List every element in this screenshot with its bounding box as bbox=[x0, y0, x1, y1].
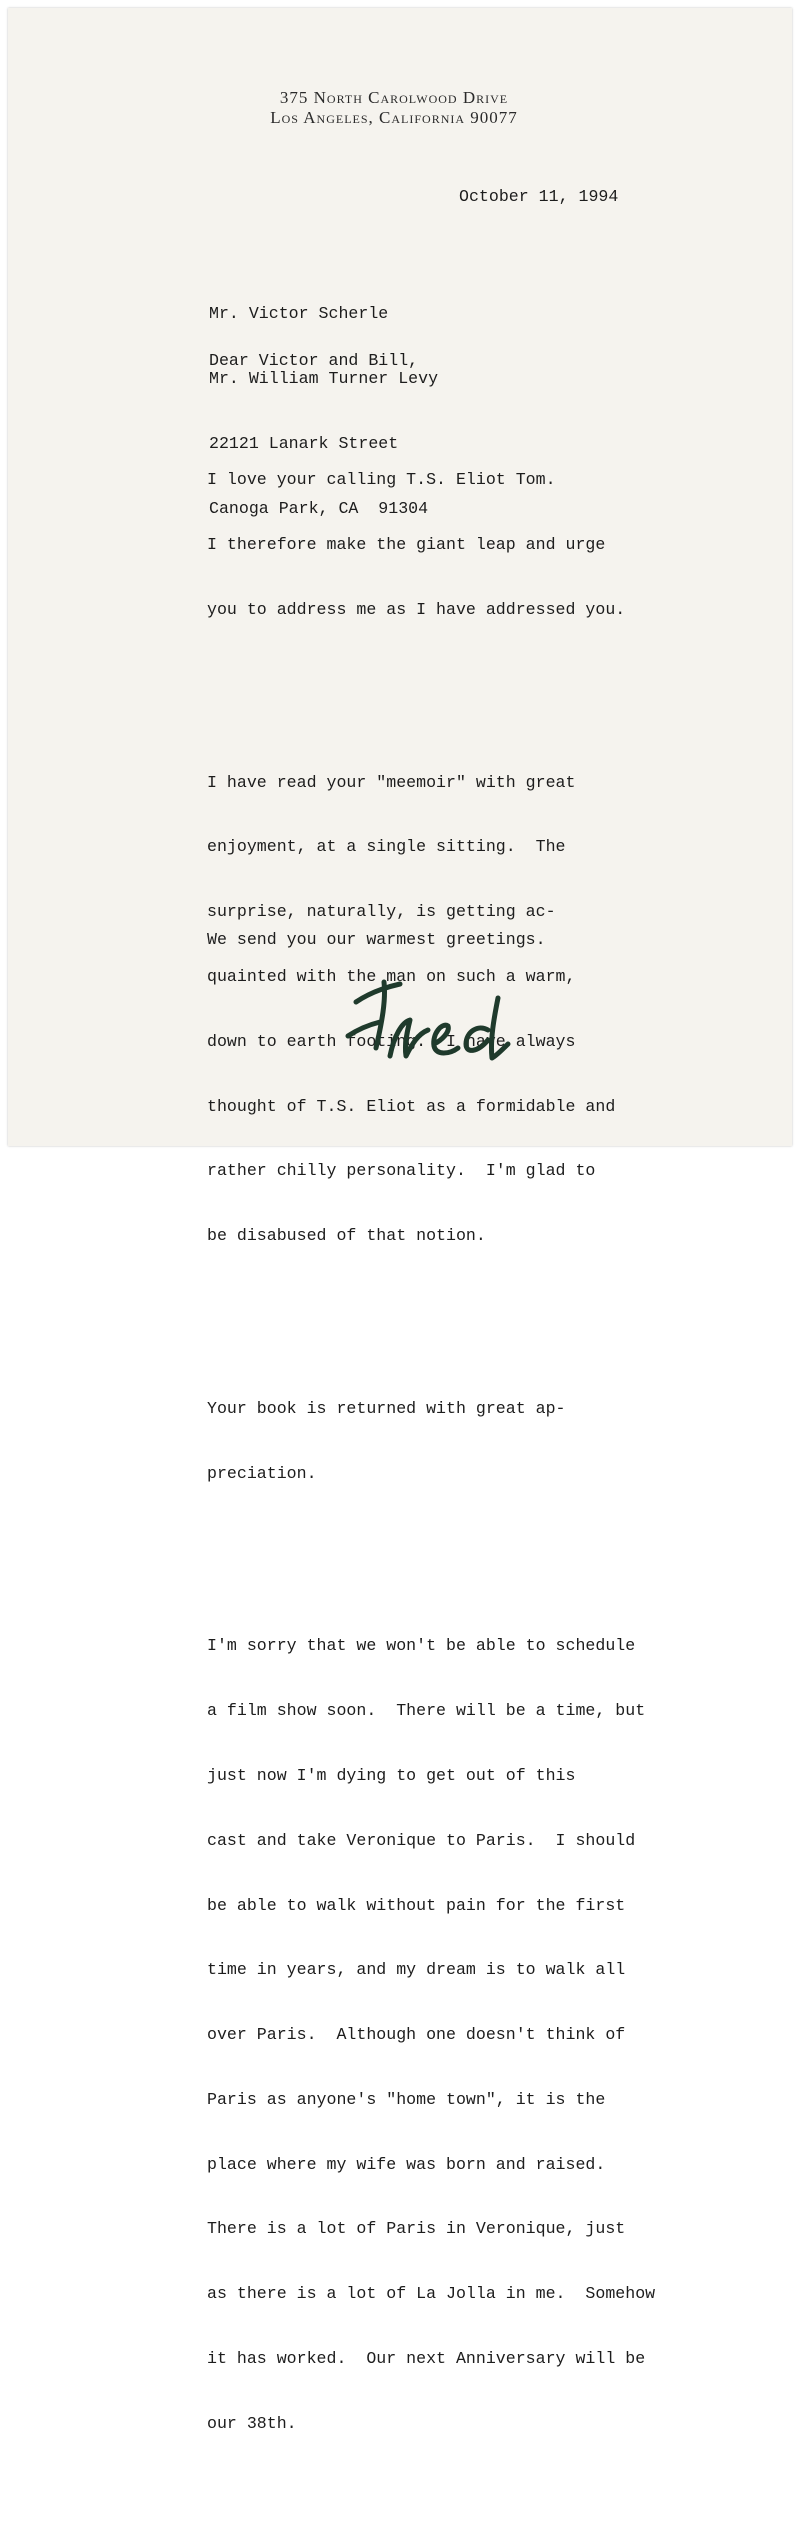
text-line: place where my wife was born and raised. bbox=[207, 2154, 606, 2174]
text-line: quainted with the man on such a warm, bbox=[207, 967, 576, 987]
closing-line: We send you our warmest greetings. bbox=[207, 930, 546, 949]
address-line: 22121 Lanark Street bbox=[209, 433, 399, 453]
text-line: down to earth footing. I have always bbox=[207, 1031, 576, 1051]
signature-stroke bbox=[390, 1020, 428, 1056]
text-line: cast and take Veronique to Paris. I should bbox=[207, 1830, 636, 1850]
address-line: Mr. William Turner Levy bbox=[209, 368, 439, 388]
text-line: you to address me as I have addressed you. bbox=[207, 599, 626, 619]
letter-date: October 11, 1994 bbox=[459, 187, 619, 206]
address-line: Canoga Park, CA 91304 bbox=[209, 498, 429, 518]
text-line: surprise, naturally, is getting ac- bbox=[207, 902, 556, 922]
letterhead bbox=[0, 88, 800, 128]
signature-stroke bbox=[466, 998, 508, 1058]
letterhead-street: 375 North Carolwood Drive bbox=[279, 88, 509, 107]
letterhead-city: Los Angeles, California 90077 bbox=[270, 108, 518, 127]
text-line: enjoyment, at a single sitting. The bbox=[207, 837, 566, 857]
text-line: as there is a lot of La Jolla in me. Somehow bbox=[207, 2284, 656, 2304]
text-line: Your book is returned with great ap- bbox=[207, 1398, 566, 1418]
text-line: be disabused of that notion. bbox=[207, 1226, 486, 1246]
address-line: Mr. Victor Scherle bbox=[209, 304, 389, 324]
text-line: be able to walk without pain for the first bbox=[207, 1895, 626, 1915]
text-line: time in years, and my dream is to walk all bbox=[207, 1960, 626, 1980]
paragraph bbox=[207, 426, 655, 664]
text-line: I have read your "meemoir" with great bbox=[207, 772, 576, 792]
text-line: Paris as anyone's "home town", it is the bbox=[207, 2089, 606, 2109]
text-line: I therefore make the giant leap and urge bbox=[207, 535, 606, 555]
text-line: I'm sorry that we won't be able to schedule bbox=[207, 1636, 636, 1656]
text-line: rather chilly personality. I'm glad to bbox=[207, 1161, 596, 1181]
handwritten-signature bbox=[338, 970, 548, 1080]
text-line: thought of T.S. Eliot as a formidable and bbox=[207, 1096, 616, 1116]
text-line: our 38th. bbox=[207, 2413, 297, 2433]
paragraph bbox=[207, 1592, 655, 2477]
signature-stroke bbox=[434, 1025, 458, 1053]
text-line: over Paris. Although one doesn't think of bbox=[207, 2025, 626, 2045]
text-line: it has worked. Our next Anniversary will be bbox=[207, 2349, 646, 2369]
text-line: just now I'm dying to get out of this bbox=[207, 1766, 576, 1785]
text-line: preciation. bbox=[207, 1463, 317, 1483]
letter-body bbox=[207, 383, 655, 2521]
signature-stroke bbox=[348, 982, 400, 1048]
paragraph bbox=[207, 1355, 655, 1528]
text-line: I love your calling T.S. Eliot Tom. bbox=[207, 470, 556, 490]
text-line: There is a lot of Paris in Veronique, just bbox=[207, 2219, 626, 2239]
text-line: a film show soon. There will be a time, but bbox=[207, 1701, 646, 1721]
salutation: Dear Victor and Bill, bbox=[209, 351, 419, 370]
